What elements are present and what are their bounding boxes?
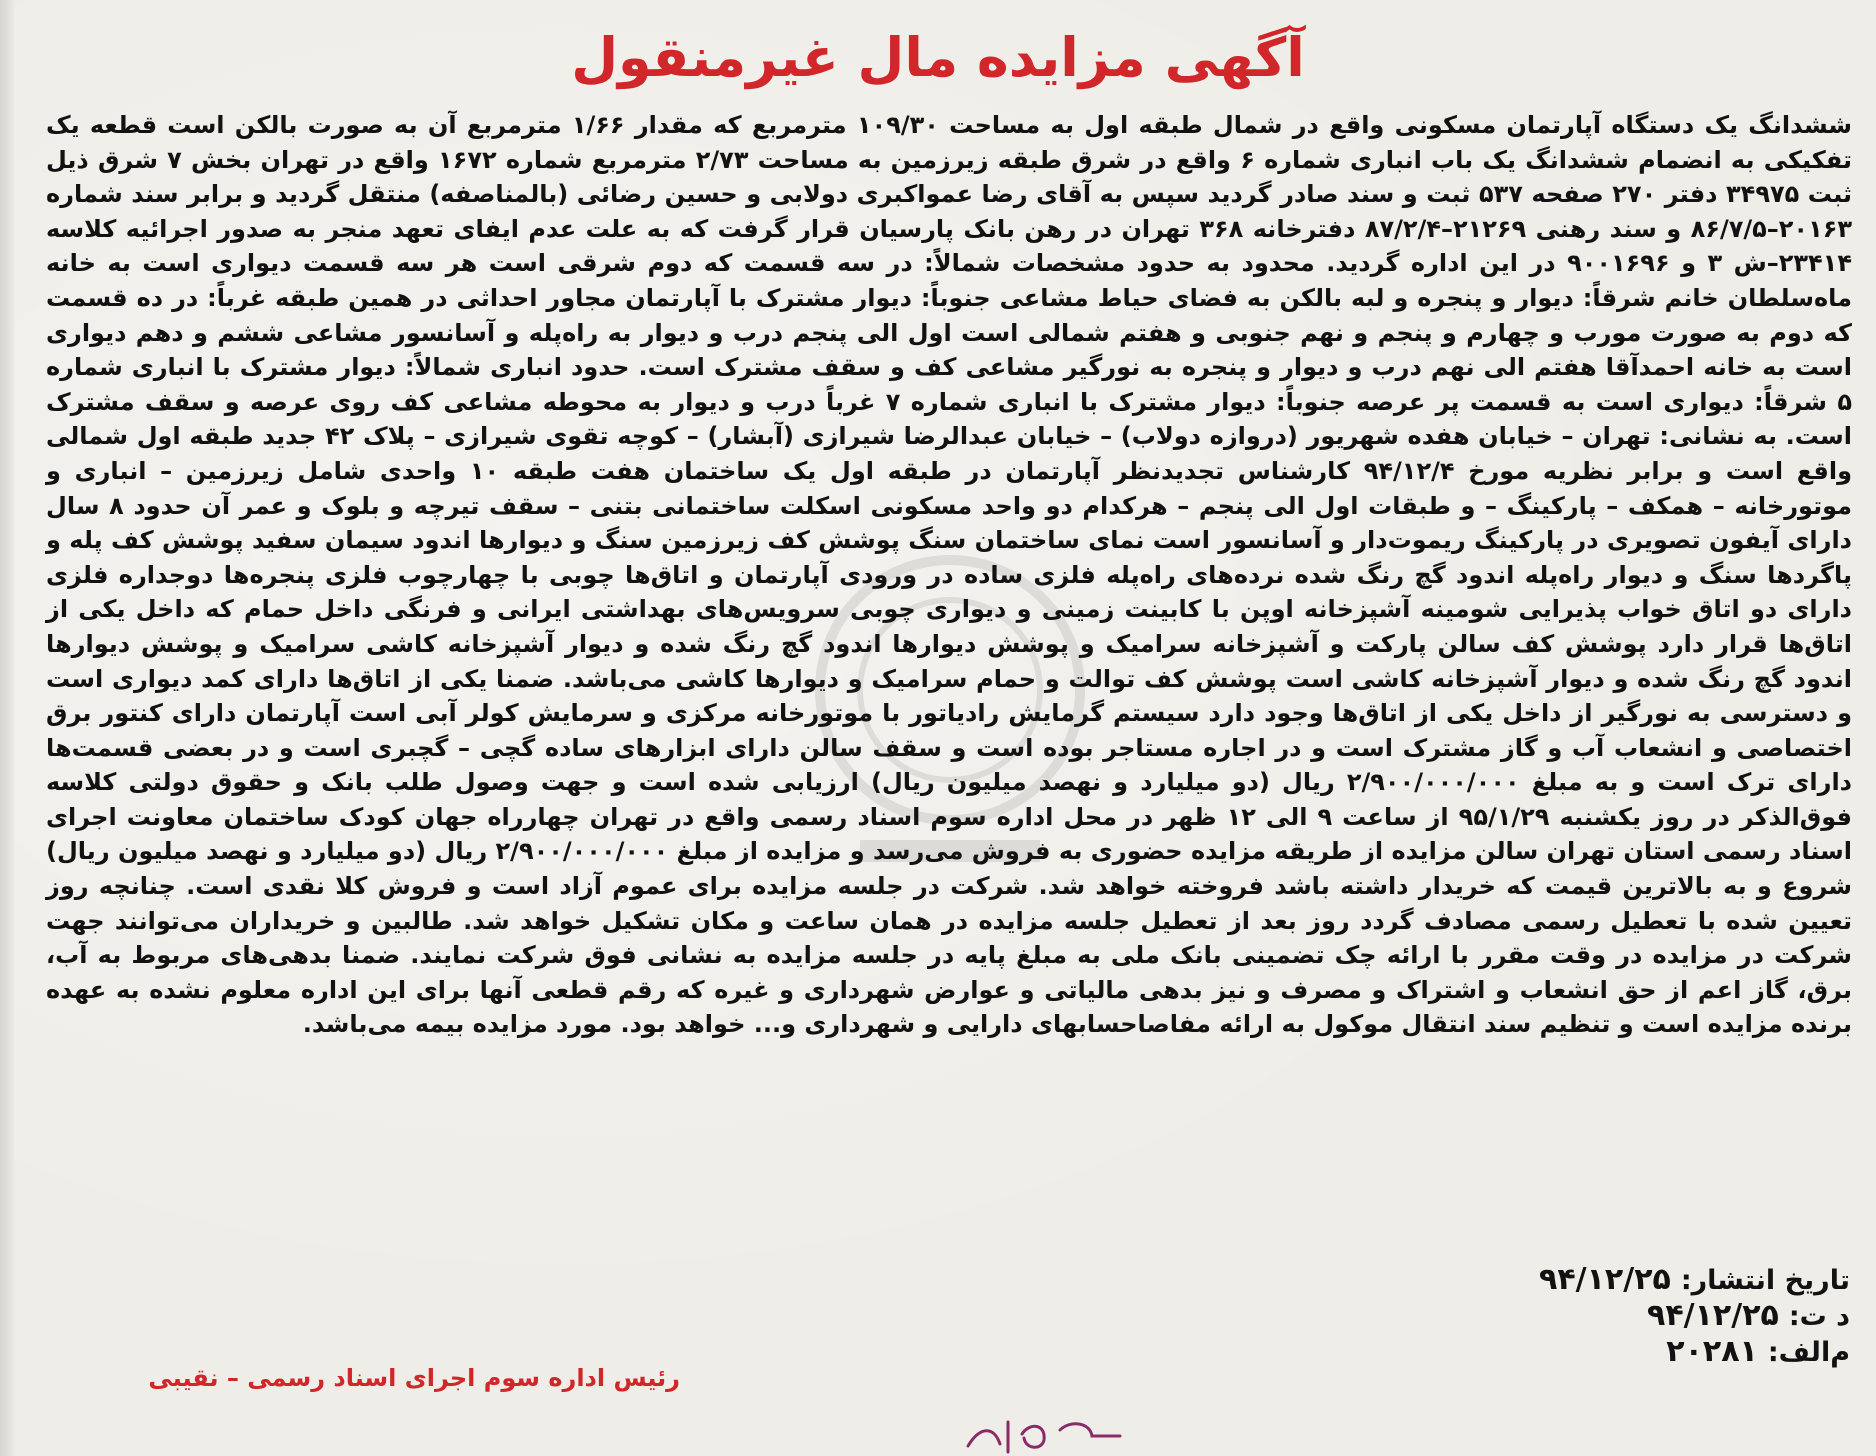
- mf-value: ۲۰۲۸۱: [1666, 1334, 1758, 1369]
- dt-line: [1050, 1298, 1850, 1334]
- signature-line: رئیس اداره سوم اجرای اسناد رسمی – نقیبی: [148, 1364, 680, 1392]
- handwritten-mark: [960, 1416, 1130, 1456]
- publish-date-line: [1050, 1262, 1850, 1298]
- notice-title: آگهی مزایده مال غیرمنقول: [571, 26, 1305, 89]
- publish-date-label: تاریخ انتشار:: [1680, 1265, 1850, 1296]
- dt-label: د ت:: [1788, 1301, 1850, 1332]
- publish-date-value: ۹۴/۱۲/۲۵: [1539, 1262, 1671, 1297]
- adjacent-column-edge: [0, 0, 14, 1456]
- notice-body: ششدانگ یک دستگاه آپارتمان مسکونی واقع در شمال طبقه اول به مساحت ۱۰۹/۳۰ مترمربع که مقدار ۱/۶۶ مترمربع آن به صورت بالکن است قطعه یک تفکیکی به انضمام ششدانگ یک باب انباری شماره ۶ واقع در شرق طبقه زیرزمین به مساحت ۲/۷۳ مترمربع شماره ۱۶۷۲ واقع در تهران بخش ۷ شرق ذیل ثبت ۳۴۹۷۵ دفتر ۲۷۰ صفحه ۵۳۷ ثبت و سند صادر گردید سپس به آقای رضا عمواکبری دولابی و حسین رضائی (بالمناصفه) منتقل گردید و برابر سند شماره ۲۰۱۶۳–۸۶/۷/۵ و سند رهنی ۲۱۲۶۹–۸۷/۲/۴ دفترخانه ۳۶۸ تهران در رهن بانک پارسیان قرار گرفت که به علت عدم ایفای تعهد منجر به صدور اجرائیه کلاسه ۲۳۴۱۴–ش ۳ و ۹۰۰۱۶۹۶ در این اداره گردید. محدود به حدود مشخصات شمالاً: در سه قسمت که دوم شرقی است هر سه قسمت دیواری است به خانه ماه‌سلطان خانم شرقاً: دیوار و پنجره و لبه بالکن به فضای حیاط مشاعی جنوباً: دیوار مشترک با آپارتمان مجاور احداثی در همین طبقه غرباً: در ده قسمت که دوم به صورت مورب و چهارم و پنجم و نهم جنوبی و هفتم شمالی است اول الی پنجم درب و دیوار به راه‌پله و آسانسور مشاعی ششم و دهم دیواری است به خانه احمدآقا هفتم الی نهم درب و دیوار و پنجره به نورگیر مشاعی کف و سقف مشترک است. حدود انباری شمالاً: دیوار مشترک با انباری شماره ۵ شرقاً: دیواری است به قسمت پر عرصه جنوباً: دیوار مشترک با انباری شماره ۷ غرباً درب و دیوار به محوطه مشاعی کف روی عرصه و سقف مشترک است. به نشانی: تهران – خیابان هفده شهریور (دروازه دولاب) – خیابان عبدالرضا شیرازی (آبشار) – کوچه تقوی شیرازی – پلاک ۴۲ جدید طبقه اول شمالی واقع است و برابر نظریه مورخ ۹۴/۱۲/۴ کارشناس تجدیدنظر آپارتمان در طبقه اول یک ساختمان هفت طبقه ۱۰ واحدی شامل زیرزمین – انباری و موتورخانه – همکف – پارکینگ – و طبقات اول الی پنجم – هرکدام دو واحد مسکونی اسکلت ساختمانی بتنی – سقف تیرچه و بلوک و عمر آن حدود ۸ سال دارای آیفون تصویری در پارکینگ ریموت‌دار و آسانسور است نمای ساختمان سنگ پوشش کف زیرزمین سنگ و دیوارها اندود سیمان سفید پوشش کف پله و پاگردها سنگ و دیوار راه‌پله اندود گچ رنگ شده نرده‌های راه‌پله فلزی ساده در ورودی آپارتمان و اتاق‌ها چوبی با چهارچوب فلزی پنجره‌ها دوجداره فلزی دارای دو اتاق خواب پذیرایی شومینه آشپزخانه اوپن با کابینت زمینی و دیواری چوبی سرویس‌های بهداشتی ایرانی و فرنگی داخل حمام که داخل یکی از اتاق‌ها قرار دارد پوشش کف سالن پارکت و آشپزخانه سرامیک و پوشش دیوارها اندود گچ رنگ شده و دیوار آشپزخانه کاشی سرامیک و پوشش دیوارها اندود گچ رنگ شده و دیوار آشپزخانه کاشی است پوشش کف توالت و حمام سرامیک و دیوارها کاشی می‌باشد. ضمنا یکی از اتاق‌ها دارای کمد دیواری است و دسترسی به نورگیر از داخل یکی از اتاق‌ها وجود دارد سیستم گرمایش رادیاتور با موتورخانه مرکزی و سرمایش کولر آبی است آپارتمان دارای کنتور برق اختصاصی و انشعاب آب و گاز مشترک است و در اجاره مستاجر بوده است و سقف سالن دارای ابزارهای ساده گچی – گچبری است و در بعضی قسمت‌ها دارای ترک است و به مبلغ ۲/۹۰۰/۰۰۰/۰۰۰ ریال (دو میلیارد و نهصد میلیون ریال) ارزیابی شده است و جهت وصول طلب بانک و حقوق دولتی کلاسه فوق‌الذکر در روز یکشنبه ۹۵/۱/۲۹ از ساعت ۹ الی ۱۲ ظهر در محل اداره سوم اسناد رسمی واقع در تهران چهارراه جهان کودک ساختمان معاونت اجرای اسناد رسمی استان تهران سالن مزایده از طریقه مزایده حضوری به فروش می‌رسد و مزایده از مبلغ ۲/۹۰۰/۰۰۰/۰۰۰ ریال (دو میلیارد و نهصد میلیون ریال) شروع و به بالاترین قیمت که خریدار داشته باشد فروخته خواهد شد. شرکت در جلسه مزایده برای عموم آزاد است و فروش کلا نقدی است. چنانچه روز تعیین شده با تعطیل رسمی مصادف گردد روز بعد از تعطیل جلسه مزایده در همان ساعت و مکان تشکیل خواهد شد. طالبین و خریداران می‌توانند جهت شرکت در مزایده در وقت مقرر با ارائه چک تضمینی بانک ملی به مبلغ پایه در جلسه مزایده به نشانی فوق شرکت نمایند. ضمنا بدهی‌های مربوط به آب، برق، گاز اعم از حق انشعاب و اشتراک و مصرف و نیز بدهی مالیاتی و عوارض شهرداری و غیره که رقم قطعی آنها برای این اداره معلوم نشده به عهده برنده مزایده است و تنظیم سند انتقال موکول به ارائه مفاصاحسابهای دارایی و شهرداری و... خواهد بود. مورد مزایده بیمه می‌باشد.: [46, 111, 1853, 1039]
- mf-line: [1050, 1334, 1850, 1370]
- mf-label: م‌الف:: [1767, 1337, 1850, 1368]
- dt-value: ۹۴/۱۲/۲۵: [1647, 1298, 1779, 1333]
- notice-footer: [1050, 1262, 1850, 1370]
